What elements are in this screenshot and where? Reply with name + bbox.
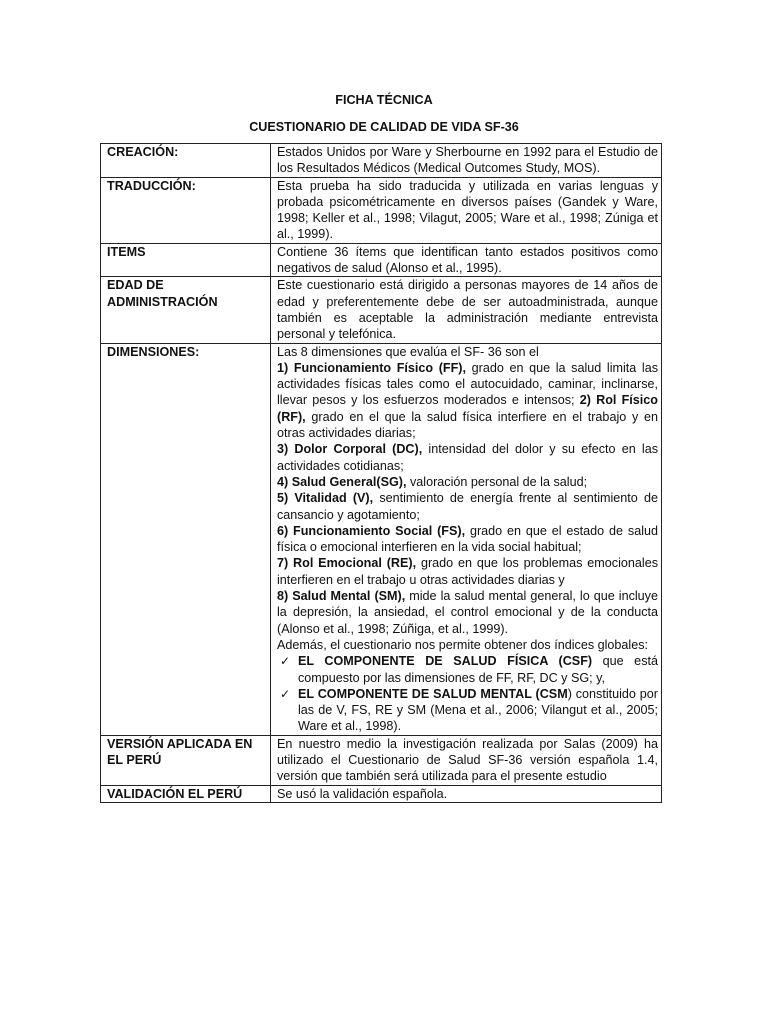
- dimension-4: [277, 474, 658, 490]
- row-value-validacion: Se usó la validación española.: [271, 785, 662, 802]
- dimension-6-name: 6) Funcionamiento Social (FS),: [277, 523, 466, 538]
- component-physical-name: EL COMPONENTE DE SALUD FÍSICA (CSF): [298, 654, 593, 669]
- dimension-7-name: 7) Rol Emocional (RE),: [277, 556, 417, 571]
- row-value-traduccion: Esta prueba ha sido traducida y utilizada en varias lenguas y probada psicométricamente en diversos países (Gandek y Ware, 1998; Keller et al., 1998; Vilagut, 2005; Ware et al., 1998; Zúniga et al., 1999).: [271, 177, 662, 243]
- table-row: [101, 243, 662, 277]
- table-row: [101, 277, 662, 343]
- table-row: [101, 785, 662, 802]
- row-label-edad: EDAD DE ADMINISTRACIÓN: [101, 277, 271, 343]
- dimension-2-name: 2) Rol Físico (RF),: [277, 393, 658, 424]
- dimension-1-text: grado en que la salud limita las actividades físicas tales como el autocuidado, caminar, inclinarse, llevar pesos y los esfuerzos moderados e intensos;: [277, 360, 659, 408]
- dimension-8-name: 8) Salud Mental (SM),: [277, 589, 406, 604]
- dimension-3-name: 3) Dolor Corporal (DC),: [277, 442, 423, 457]
- dimension-4-text: valoración personal de la salud;: [406, 474, 588, 489]
- row-value-dimensiones: [271, 343, 662, 735]
- dimension-1-name: 1) Funcionamiento Físico (FF),: [277, 360, 466, 375]
- row-value-version: En nuestro medio la investigación realizada por Salas (2009) ha utilizado el Cuestionario de Salud SF-36 versión española 1.4, versión que también será utilizada para el presente estudio: [271, 735, 662, 785]
- table-row: [101, 144, 662, 178]
- row-label-creacion: CREACIÓN:: [101, 144, 271, 178]
- dimension-6-text: grado en que el estado de salud física o emocional interfieren en la vida social habitual;: [277, 523, 659, 555]
- dimension-3-text: intensidad del dolor y su efecto en las actividades cotidianas;: [277, 442, 658, 473]
- row-label-dimensiones: DIMENSIONES:: [101, 343, 271, 735]
- table-row: [101, 735, 662, 785]
- component-mental-name: EL COMPONENTE DE SALUD MENTAL (CSM: [298, 686, 568, 701]
- dimensions-intro: Las 8 dimensiones que evalúa el SF- 36 son el: [277, 344, 539, 359]
- document-subtitle: CUESTIONARIO DE CALIDAD DE VIDA SF-36: [249, 120, 519, 134]
- row-label-validacion: VALIDACIÓN EL PERÚ: [101, 785, 271, 802]
- dimension-4-name: 4) Salud General(SG),: [277, 474, 407, 489]
- document-title: FICHA TÉCNICA: [335, 93, 433, 107]
- row-value-edad: Este cuestionario está dirigido a personas mayores de 14 años de edad y preferentemente debe de ser autoadministrada, aunque también es aceptable la administración mediante entrevista personal y telefónica.: [271, 277, 662, 343]
- datasheet-table: [100, 143, 662, 803]
- row-value-creacion: Estados Unidos por Ware y Sherbourne en 1992 para el Estudio de los Resultados Médicos (Medical Outcomes Study, MOS).: [271, 144, 662, 178]
- dimensions-summary: Además, el cuestionario nos permite obtener dos índices globales:: [277, 637, 649, 652]
- table-row: [101, 343, 662, 735]
- dimension-8-text: mide la salud mental general, lo que incluye la depresión, la ansiedad, el control emocional y de la conducta (Alonso et al., 1998; Zúñiga, et al., 1999).: [277, 589, 658, 636]
- list-item: [277, 686, 658, 735]
- component-mental-text: constituido por las de V, FS, RE y SM (Mena et al., 2006; Vilangut et al., 2005; Ware et al., 1998).: [298, 686, 658, 734]
- table-row: [101, 177, 662, 243]
- row-label-version: VERSIÓN APLICADA EN EL PERÚ: [101, 735, 271, 785]
- row-label-items: ITEMS: [101, 243, 271, 277]
- dimension-7: [277, 555, 658, 588]
- dimension-6: [277, 523, 658, 556]
- dimension-7-text: grado en que los problemas emocionales interfieren en el trabajo u otras actividades diarias y: [277, 556, 659, 587]
- list-item: [277, 653, 658, 686]
- row-label-traduccion: TRADUCCIÓN:: [101, 177, 271, 243]
- checkmark-icon: ✓: [279, 686, 291, 701]
- dimension-1-2: [277, 360, 658, 441]
- component-physical-text: que está compuesto por las dimensiones de FF, RF, DC y SG; y,: [298, 654, 658, 685]
- global-indices-list: [277, 653, 658, 734]
- checkmark-icon: ✓: [279, 654, 291, 669]
- dimension-5: [277, 490, 658, 523]
- dimension-8: [277, 588, 658, 637]
- dimension-2-text: grado en el que la salud física interfiere en el trabajo y en otras actividades diarias;: [277, 409, 658, 441]
- dimension-3: [277, 441, 658, 474]
- dimension-5-text: sentimiento de energía frente al sentimiento de cansancio y agotamiento;: [277, 491, 658, 522]
- row-value-items: Contiene 36 ítems que identifican tanto estados positivos como negativos de salud (Alonso et al., 1995).: [271, 243, 662, 277]
- dimension-5-name: 5) Vitalidad (V),: [277, 491, 374, 506]
- component-mental-close: ): [567, 686, 572, 701]
